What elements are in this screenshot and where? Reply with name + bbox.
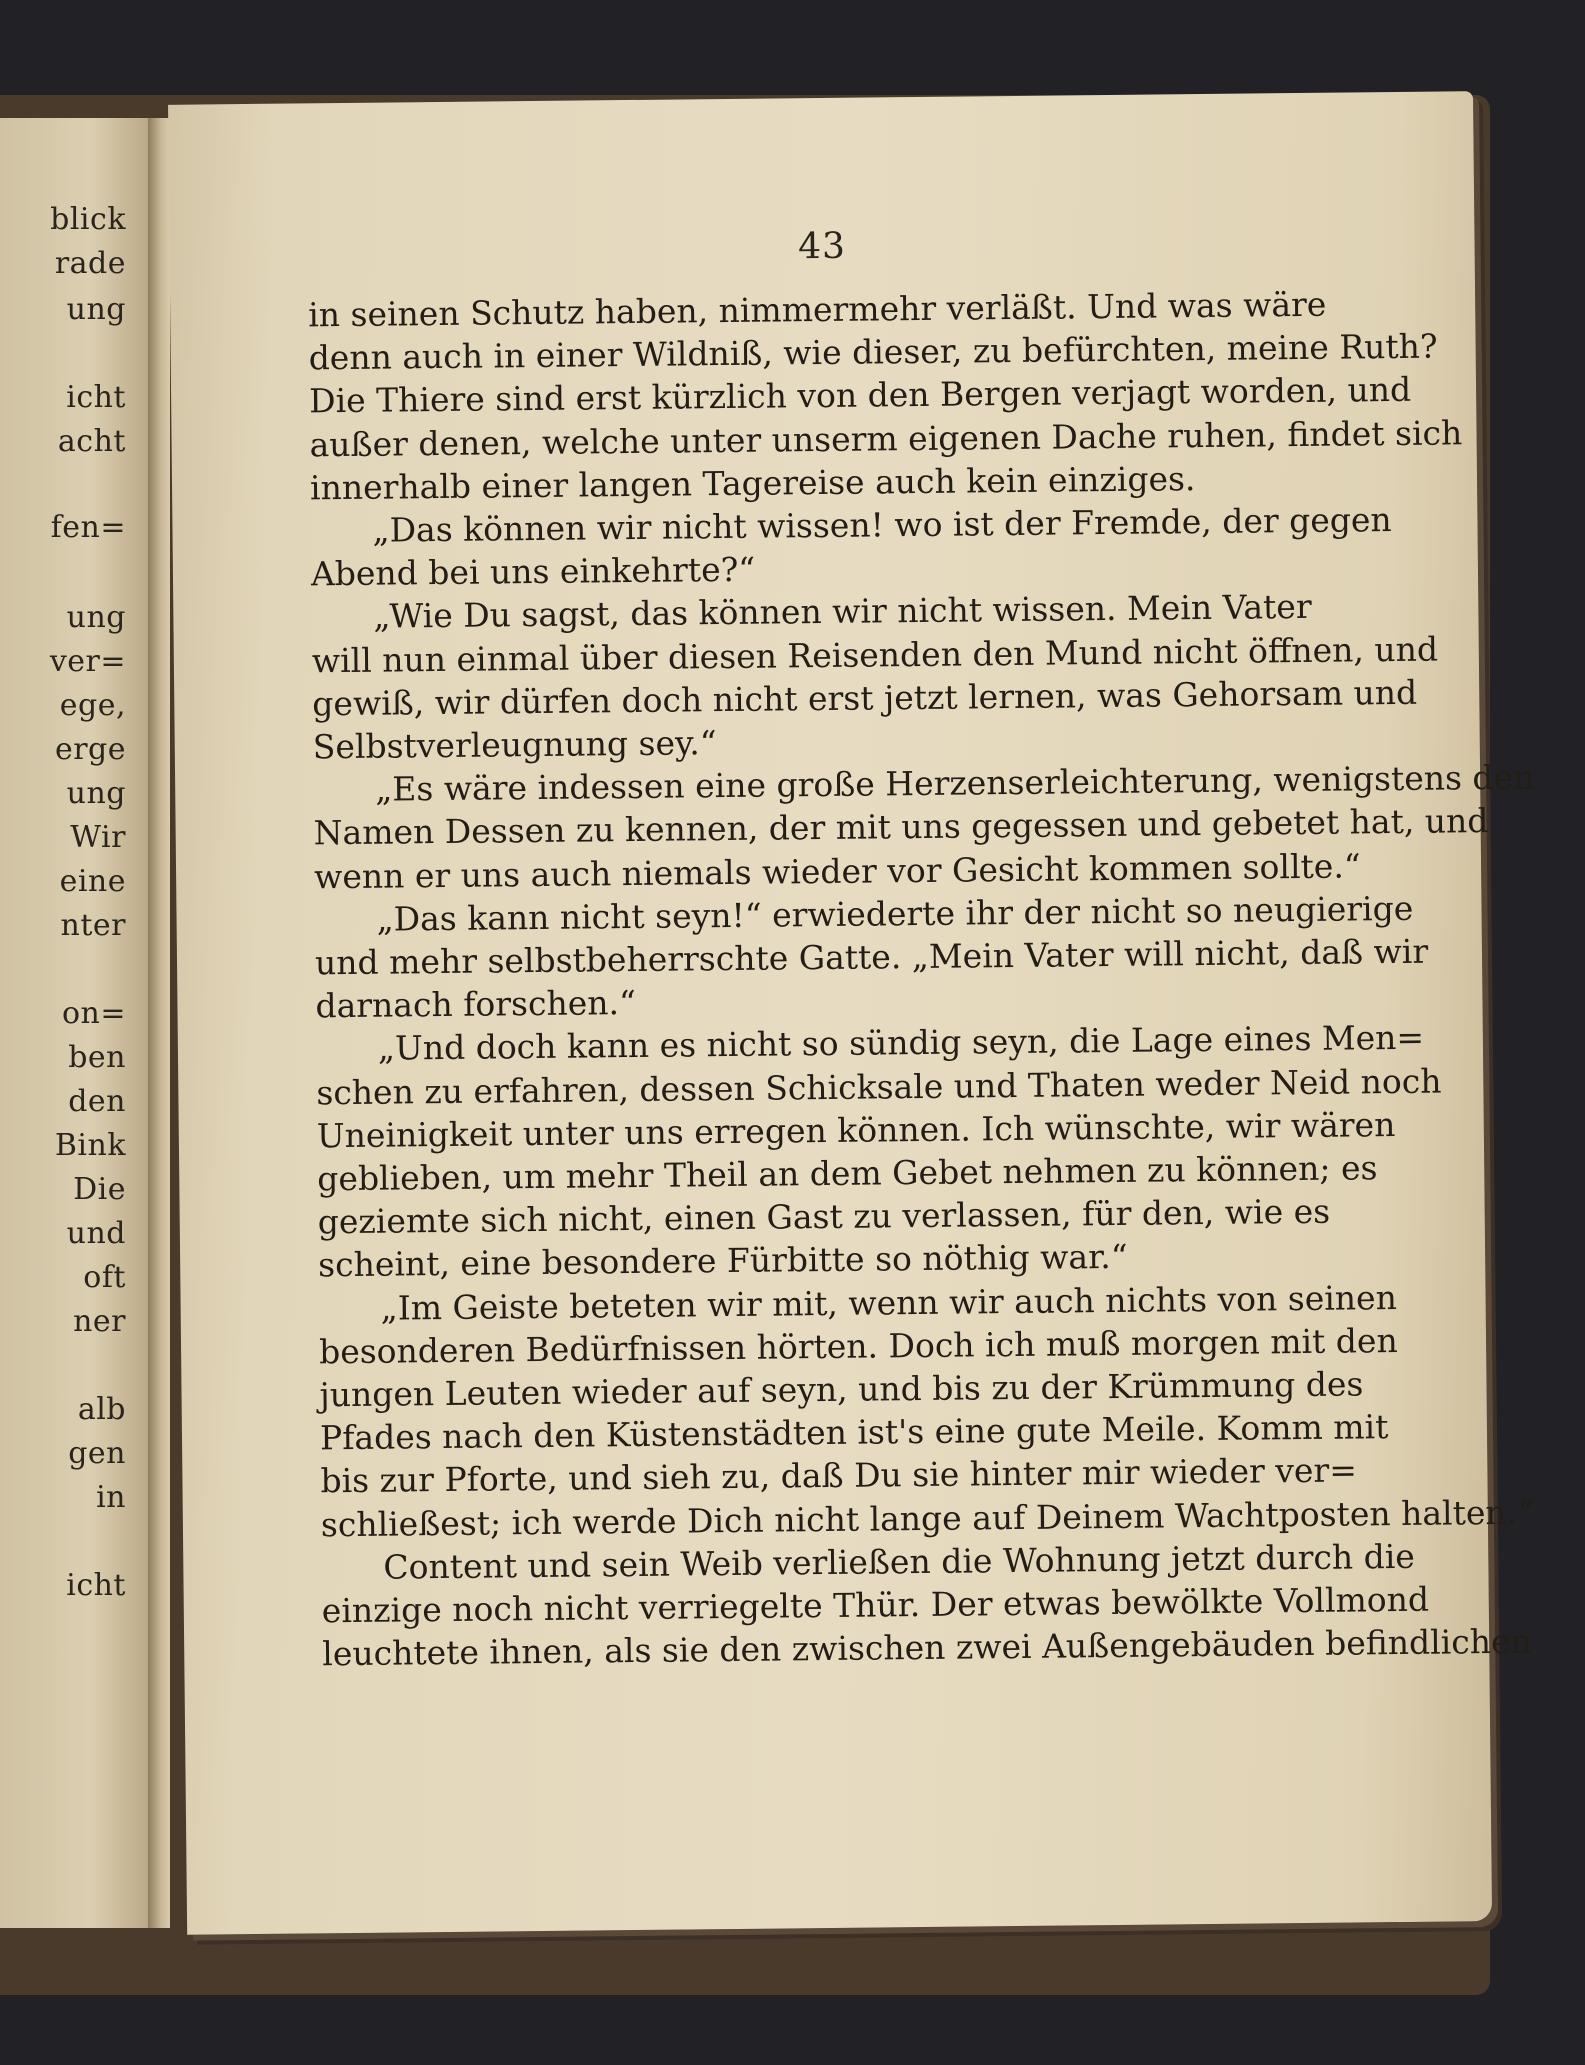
left-page-line: Bink (54, 1128, 126, 1163)
text-line: denn auch in einer Wildniß, wie dieser, zu befürchten, meine Ruth? (308, 326, 1438, 378)
left-page-line: erge (54, 732, 126, 767)
left-page-line: und (66, 1216, 126, 1251)
left-page-line: ver= (49, 644, 126, 679)
right-page (168, 91, 1535, 1935)
left-page-line: in (96, 1480, 126, 1515)
left-page-line: eine (59, 864, 126, 899)
text-line: Uneinigkeit unter uns erregen können. Ich wünschte, wir wären (316, 1104, 1396, 1156)
text-line: Die Thiere sind erst kürzlich von den Bergen verjagt worden, und (308, 370, 1412, 421)
left-page-line: icht (66, 380, 126, 415)
left-page (0, 118, 152, 1928)
text-line: Selbstverleugnung sey.“ (312, 723, 717, 767)
left-page-line: nter (60, 908, 126, 943)
text-line: „Wie Du sagst, das können wir nicht wissen. Mein Vater (373, 587, 1312, 637)
left-page-line: den (68, 1084, 126, 1119)
left-page-line: Wir (70, 820, 126, 855)
left-page-line: acht (57, 424, 126, 459)
book-gutter (148, 118, 170, 1928)
text-line: leuchtete ihnen, als sie den zwischen zwei Außengebäuden befindlichen (322, 1621, 1532, 1674)
page-text (308, 283, 1535, 1674)
text-line: „Das können wir nicht wissen! wo ist der Fremde, der gegen (372, 500, 1392, 550)
left-page-line: Die (73, 1172, 126, 1207)
text-line: darnach forschen.“ (315, 983, 637, 1026)
text-line: geblieben, um mehr Theil an dem Gebet nehmen zu können; es (317, 1148, 1378, 1199)
left-page-line: blick (50, 202, 126, 237)
left-page-line: rade (54, 246, 126, 281)
left-page-line: ung (66, 292, 126, 327)
left-page-line: oft (83, 1260, 126, 1295)
text-line: jungen Leuten wieder auf seyn, und bis zu der Krümmung des (319, 1364, 1364, 1415)
text-line: besonderen Bedürfnissen hörten. Doch ich muß morgen mit den (318, 1320, 1398, 1372)
left-page-line: fen= (50, 510, 126, 545)
left-page-line: icht (66, 1568, 126, 1603)
text-line: scheint, eine besondere Fürbitte so nöthig war.“ (317, 1237, 1128, 1285)
left-page-line: ung (66, 600, 126, 635)
text-line: einzige noch nicht verriegelte Thür. Der etwas bewölkte Vollmond (321, 1579, 1430, 1631)
left-page-line: ner (73, 1304, 126, 1339)
left-page-line: ben (68, 1040, 126, 1075)
text-line: schen zu erfahren, dessen Schicksale und Thaten weder Neid noch (316, 1061, 1442, 1112)
text-line: „Im Geiste beteten wir mit, wenn wir auch nichts von seinen (380, 1277, 1398, 1328)
text-line: wenn er uns auch niemals wieder vor Gesicht kommen sollte.“ (313, 845, 1361, 896)
text-line: und mehr selbstbeherrschte Gatte. „Mein Vater will nicht, daß wir (314, 931, 1429, 983)
text-line: Namen Dessen zu kennen, der mit uns gegessen und gebetet hat, und (313, 801, 1489, 853)
text-line: „Es wäre indessen eine große Herzenserleichterung, wenigstens den (375, 757, 1535, 809)
text-line: in seinen Schutz haben, nimmermehr verläßt. Und was wäre (308, 284, 1327, 335)
text-line: Content und sein Weib verließen die Wohnung jetzt durch die (383, 1536, 1416, 1587)
text-line: gewiß, wir dürfen doch nicht erst jetzt lernen, was Gehorsam und (312, 672, 1418, 724)
left-page-line: gen (68, 1436, 126, 1471)
text-line: außer denen, welche unter unserm eigenen Dache ruhen, findet sich (309, 412, 1463, 464)
text-line: Abend bei uns einkehrte?“ (310, 549, 756, 594)
text-line: „Das kann nicht seyn!“ erwiederte ihr der nicht so neugierige (376, 888, 1414, 939)
text-line: geziemte sich nicht, einen Gast zu verlassen, für den, wie es (317, 1191, 1331, 1242)
text-line: Pfades nach den Küstenstädten ist's eine gute Meile. Komm mit (319, 1407, 1389, 1458)
left-page-line: ege, (59, 688, 126, 723)
left-page-line: on= (61, 996, 126, 1031)
text-line: innerhalb einer langen Tagereise auch kein einziges. (309, 458, 1196, 508)
text-line: „Und doch kann es nicht so sündig seyn, die Lage eines Men= (377, 1018, 1425, 1069)
left-page-line: ung (66, 776, 126, 811)
left-page-line: alb (77, 1392, 126, 1427)
text-line: will nun einmal über diesen Reisenden den Mund nicht öffnen, und (311, 629, 1439, 680)
page-number: 43 (797, 225, 847, 268)
text-line: bis zur Pforte, und sieh zu, daß Du sie hinter mir wieder ver= (320, 1450, 1358, 1501)
text-line: schließest; ich werde Dich nicht lange auf Deinem Wachtposten halten.“ (320, 1492, 1535, 1544)
